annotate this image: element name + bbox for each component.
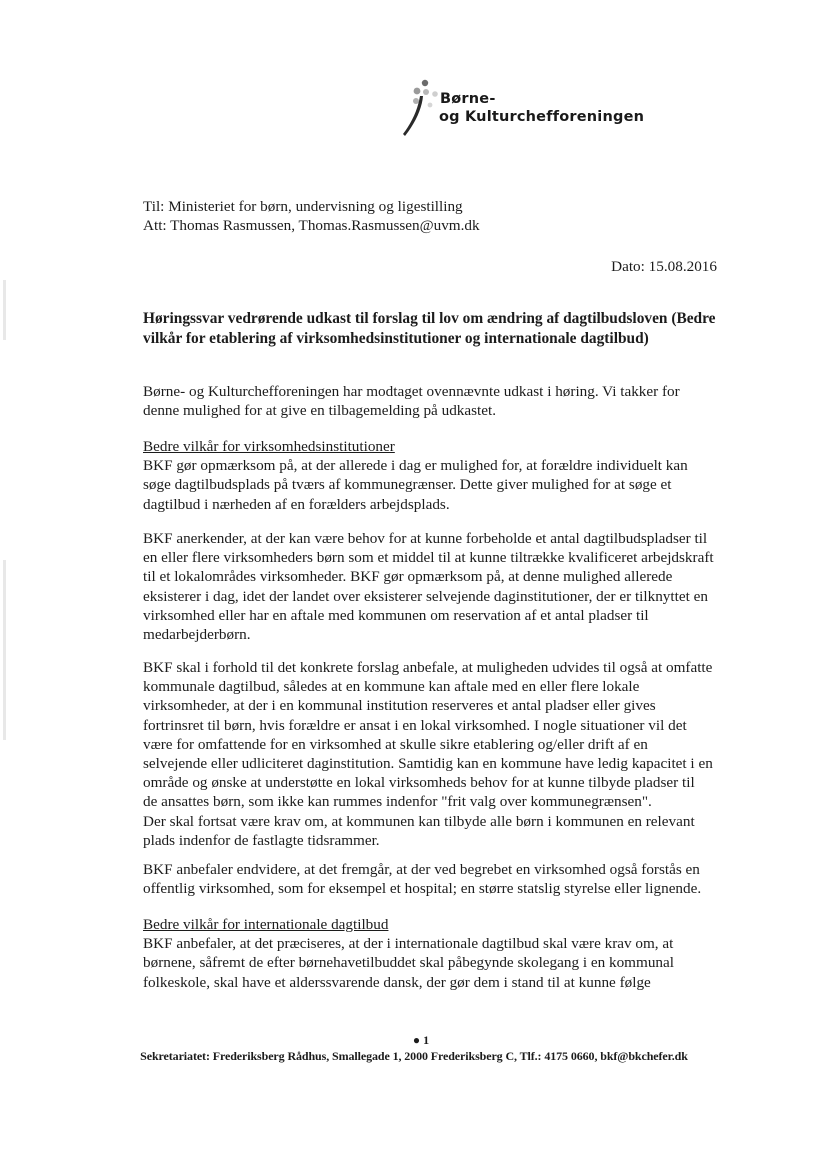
recipient-att: Att: Thomas Rasmussen, Thomas.Rasmussen@uvm.dk: [143, 217, 480, 235]
text-line: til et lokalområdes virksomheder. BKF gør opmærksom på, at denne mulighed allerede: [143, 568, 673, 586]
text-line: fortrinsret til børn, hvis forældre er ansat i en lokal virksomhed. I nogle situationer vil det: [143, 716, 687, 734]
text-line: en eller flere virksomheders børn som et middel til at kunne tiltrække kvalificeret arbejdskraft: [143, 549, 714, 567]
section1-paragraph-2: [143, 529, 714, 644]
recipient-block: [143, 197, 480, 235]
text-line: denne mulighed for at give en tilbagemelding på udkastet.: [143, 402, 497, 420]
scan-artifact: [3, 560, 6, 740]
text-line: offentlig virksomhed, som for eksempel et hospital; en større statslig styrelse eller lignende.: [143, 880, 702, 898]
intro-paragraph: [143, 382, 680, 420]
text-line: BKF gør opmærksom på, at der allerede i dag er mulighed for, at forældre individuelt kan: [143, 457, 688, 475]
heading-line-1: Høringssvar vedrørende udkast til forslag til lov om ændring af dagtilbudsloven (Bedre: [143, 310, 716, 327]
text-line: medarbejderbørn.: [143, 626, 251, 644]
document-heading: [143, 309, 716, 349]
section2-title: Bedre vilkår for internationale dagtilbud: [143, 916, 389, 933]
logo-text-line1: Børne-: [440, 91, 496, 107]
text-line: dagtilbud i nærheden af en forælders arbejdsplads.: [143, 495, 450, 513]
text-line: eksisterer i dag, idet der landet over eksisterer selvejende daginstitutioner, der er tilknyttet en: [143, 587, 708, 605]
text-line: være for omfattende for en virksomhed at skulle sikre etablering og/eller drift af en: [143, 735, 648, 753]
text-line: virksomhed eller har en aftale med kommunen om reservation af et antal pladser til: [143, 606, 649, 624]
section2-block: [143, 915, 674, 992]
footer-address: Sekretariatet: Frederiksberg Rådhus, Smallegade 1, 2000 Frederiksberg C, Tlf.: 4175 0660, bkf@bkchefer.dk: [140, 1049, 688, 1063]
text-line: BKF anerkender, at der kan være behov for at kunne forbeholde et antal dagtilbudspladser til: [143, 530, 708, 547]
text-line: BKF skal i forhold til det konkrete forslag anbefale, at muligheden udvides til også at omfatte: [143, 659, 713, 676]
recipient-to: Til: Ministeriet for børn, undervisning og ligestilling: [143, 198, 463, 215]
text-line: folkeskole, skal have et alderssvarende dansk, der gør dem i stand til at kunne følge: [143, 973, 651, 991]
scan-artifact: [3, 280, 6, 340]
text-line: børnene, såfremt de efter børnehavetilbuddet skal påbegynde skolegang i en kommunal: [143, 954, 674, 972]
text-line: BKF anbefaler endvidere, at det fremgår, at der ved begrebet en virksomhed også forstås en: [143, 861, 700, 878]
section1-paragraph-3: [143, 658, 713, 850]
text-line: Børne- og Kulturchefforeningen har modtaget ovennævnte udkast i høring. Vi takker for: [143, 383, 680, 400]
bullet-icon: ●: [412, 1033, 424, 1047]
document-date: Dato: 15.08.2016: [611, 258, 717, 275]
organization-logo: [396, 78, 656, 148]
text-line: område og ønske at understøtte en lokal virksomheds behov for at kunne tilbyde pladser til: [143, 774, 695, 792]
section1-paragraph-4: [143, 860, 701, 898]
section1-block: [143, 437, 688, 514]
section1-title: Bedre vilkår for virksomhedsinstitutioner: [143, 438, 395, 455]
logo-figure-icon: [396, 78, 440, 148]
text-line: BKF anbefaler, at det præciseres, at der i internationale dagtilbud skal være krav om, at: [143, 935, 674, 953]
text-line: selvejende eller udliciteret daginstitution. Samtidig kan en kommune have ledig kapacitet i en: [143, 755, 713, 773]
text-line: kommunale dagtilbud, således at en kommune kan aftale med en eller flere lokale: [143, 678, 640, 696]
text-line: virksomheder, at der i en kommunal institution reserveres et antal pladser eller gives: [143, 697, 656, 715]
text-line: de ansattes børn, som ikke kan rummes indenfor "frit valg over kommunegrænsen".: [143, 793, 652, 811]
page-number-value: 1: [423, 1033, 430, 1047]
page-number: [14, 1033, 828, 1048]
text-line: plads indenfor de fastlagte tidsrammer.: [143, 831, 380, 849]
text-line: Der skal fortsat være krav om, at kommunen kan tilbyde alle børn i kommunen en relevant: [143, 812, 695, 830]
heading-line-2: vilkår for etablering af virksomhedsinstitutioner og internationale dagtilbud): [143, 330, 649, 347]
logo-text-line2: og Kulturchefforeningen: [439, 109, 645, 125]
text-line: søge dagtilbudsplads på tværs af kommunegrænser. Dette giver mulighed for at søge et: [143, 476, 672, 494]
page-footer: [0, 1033, 828, 1064]
